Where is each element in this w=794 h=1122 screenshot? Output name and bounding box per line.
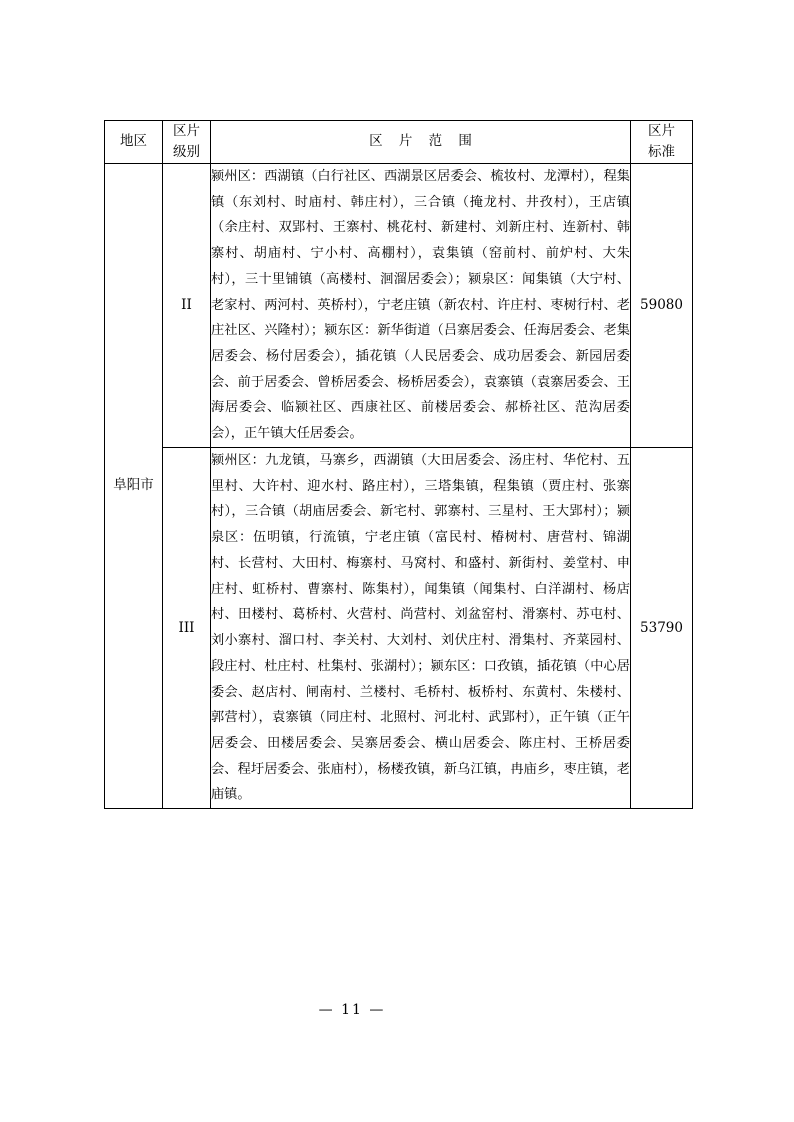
table-header-row: [105, 121, 693, 164]
header-level: [163, 121, 211, 164]
header-level-line2: 级别: [173, 143, 200, 160]
land-compensation-table: [104, 120, 693, 809]
header-scope: 区 片 范 围: [211, 121, 631, 164]
cell-standard-2: 59080: [631, 163, 693, 447]
header-standard-line1: 区片: [648, 123, 675, 139]
cell-level-2: II: [163, 163, 211, 447]
header-standard-line2: 标准: [648, 143, 675, 160]
header-level-line1: 区片: [173, 123, 200, 139]
cell-scope-3: 颍州区：九龙镇，马寨乡，西湖镇（大田居委会、汤庄村、华佗村、五里村、大许村、迎水村、路庄村），三塔集镇，程集镇（贾庄村、张寨村），三合镇（胡庙居委会、新宅村、郭寨村、三星村、王大郢村）；颍泉区：伍明镇，行流镇，宁老庄镇（富民村、椿树村、唐营村、锦湖村、长营村、大田村、梅寨村、马窝村、和盛村、新街村、姜堂村、申庄村、虹桥村、曹寨村、陈集村），闻集镇（闻集村、白洋湖村、杨店村、田楼村、葛桥村、火营村、尚营村、刘盆窑村、滑寨村、苏屯村、刘小寨村、溜口村、李关村、大刘村、刘伏庄村、滑集村、齐菜园村、段庄村、杜庄村、杜集村、张湖村）；颍东区：口孜镇，插花镇（中心居委会、赵店村、闸南村、兰楼村、毛桥村、板桥村、东黄村、朱楼村、郭营村），袁寨镇（同庄村、北照村、河北村、武郢村），正午镇（正午居委会、田楼居委会、吴寨居委会、横山居委会、陈庄村、王桥居委会、程圩居委会、张庙村），杨楼孜镇，新乌江镇，冉庙乡，枣庄镇，老庙镇。: [211, 447, 631, 808]
header-region: 地区: [105, 121, 163, 164]
page-number: — 11 —: [318, 1002, 386, 1018]
cell-level-3: III: [163, 447, 211, 808]
header-standard: [631, 121, 693, 164]
table-row: [105, 447, 693, 808]
cell-scope-2: 颍州区：西湖镇（白行社区、西湖景区居委会、梳妆村、龙潭村），程集镇（东刘村、时庙村、韩庄村），三合镇（掩龙村、井孜村），王店镇（余庄村、双郢村、王寨村、桃花村、新建村、刘新庄村、连新村、韩寨村、胡庙村、宁小村、高棚村），袁集镇（窑前村、前炉村、大朱村），三十里铺镇（高楼村、洄溜居委会）；颍泉区：闻集镇（大宁村、老家村、两河村、英桥村），宁老庄镇（新农村、许庄村、枣树行村、老庄社区、兴隆村）；颍东区：新华街道（吕寨居委会、任海居委会、老集居委会、杨付居委会），插花镇（人民居委会、成功居委会、新园居委会、前于居委会、曾桥居委会、杨桥居委会），袁寨镇（袁寨居委会、王海居委会、临颍社区、西康社区、前楼居委会、郝桥社区、范沟居委会），正午镇大任居委会。: [211, 163, 631, 447]
table-body: [105, 163, 693, 808]
table-row: [105, 163, 693, 447]
table-header: [105, 121, 693, 164]
cell-standard-3: 53790: [631, 447, 693, 808]
cell-region-fuyang: 阜阳市: [105, 163, 163, 808]
